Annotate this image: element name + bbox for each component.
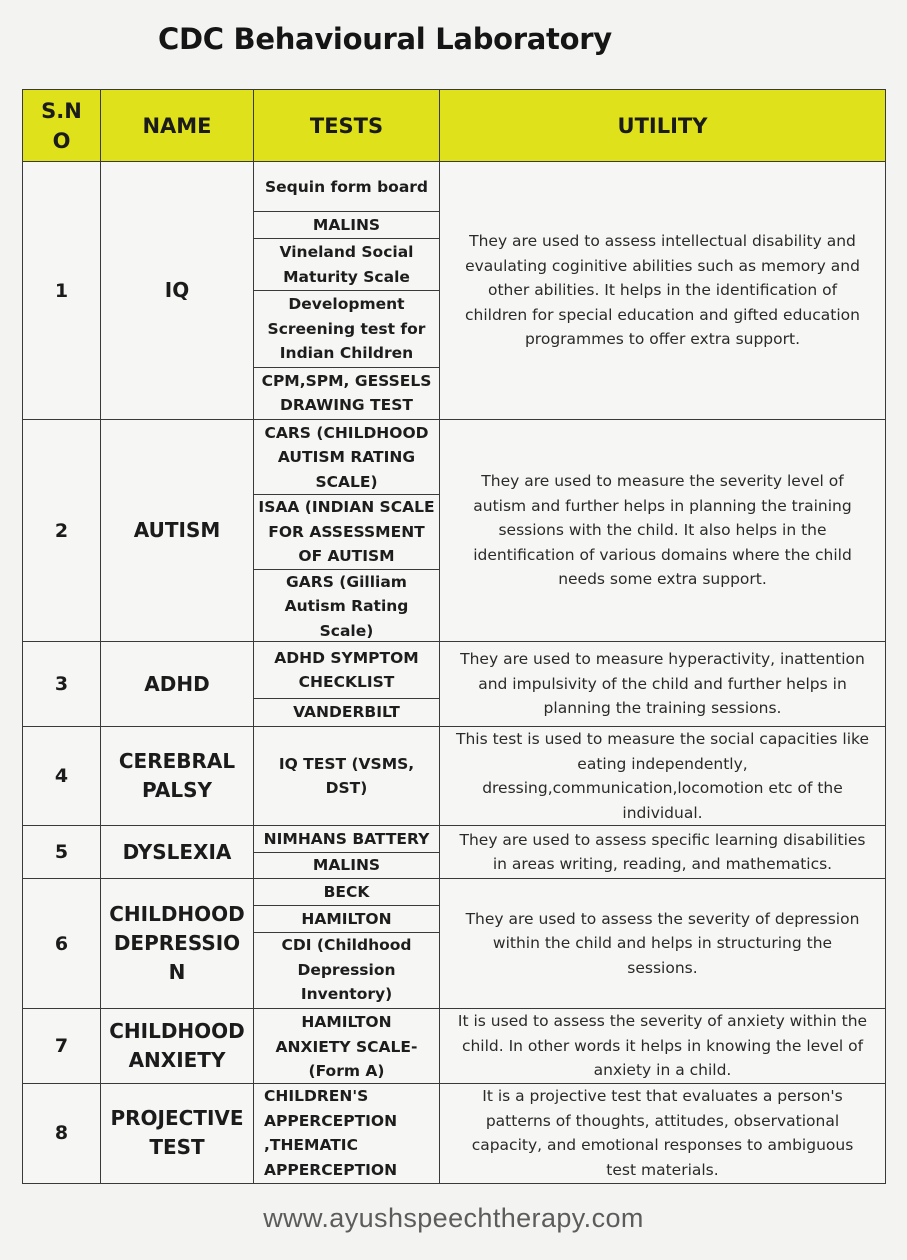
test-item-line: ISAA (INDIAN SCALE [258,498,435,516]
row-utility-line: They are used to assess the severity of depression [465,909,860,928]
row-serial-number: 1 [23,162,101,420]
test-item-line: MALINS [312,855,381,874]
test-item-line: ,THEMATIC [264,1136,358,1154]
header-name: NAME [101,90,254,162]
test-item [254,728,439,824]
table-row [23,642,886,727]
test-item-line: SCALE) [315,472,378,491]
row-utility [440,879,886,1009]
test-item-line: Depression [297,960,396,979]
test-item-line: Maturity Scale [283,267,410,286]
row-serial-number: 8 [23,1083,101,1183]
row-utility-line: in areas writing, reading, and mathematics. [492,855,833,873]
row-utility-line: sessions. [627,958,698,977]
row-name [101,642,254,727]
row-name [101,826,254,879]
test-item [254,932,439,1008]
row-utility-line: autism and further helps in planning the training [473,496,852,515]
test-item-line: ADHD SYMPTOM [274,648,419,667]
test-item-line: CARS (CHILDHOOD [264,423,429,442]
row-utility-line: They are used to measure hyperactivity, inattention [460,650,865,669]
test-item [254,238,439,290]
row-serial-number: 3 [23,642,101,727]
row-name [101,420,254,642]
test-item-line: NIMHANS BATTERY [263,829,430,848]
row-name-line: CHILDHOOD [109,1018,245,1043]
table-row [23,826,886,879]
row-utility-line: identification of various domains where the child [473,545,852,564]
test-item [254,290,439,367]
test-item-line: OF AUTISM [298,547,395,565]
test-item-line: MALINS [312,215,381,234]
row-name-line: N [168,960,186,984]
test-item-line: Autism Rating [284,597,409,615]
row-utility-line: individual. [622,803,703,822]
test-item-line: CDI (Childhood [281,936,412,955]
table-header-row [23,90,886,162]
row-utility-line: anxiety in a child. [593,1061,732,1079]
row-name-line: CHILDHOOD [109,902,245,926]
test-item [254,698,439,725]
test-item-line: Development [288,295,405,314]
test-item-line: APPERCEPTION [264,1111,398,1130]
row-utility-line: They are used to measure the severity level of [481,472,844,491]
test-item [254,827,439,852]
test-item [254,1010,439,1084]
row-utility [440,826,886,879]
test-item [254,1084,439,1182]
row-serial-number: 6 [23,879,101,1009]
row-utility-line: within the child and helps in structuring the [492,934,833,953]
row-tests [254,727,440,826]
row-utility [440,642,886,727]
table-row [23,879,886,1009]
row-utility-line: children for special education and gifted education [465,305,860,324]
test-item [254,163,439,212]
row-utility-line: evaulating coginitive abilities such as memory and [465,256,860,275]
row-name-line: DEPRESSIO [113,931,241,955]
test-item-line: Inventory) [300,985,393,1004]
row-utility [440,420,886,642]
row-name-line: ANXIETY [128,1047,226,1072]
table-row [23,162,886,420]
row-tests [254,420,440,642]
row-utility-line: child. In other words it helps in knowing the level of [461,1036,864,1055]
test-item-line: Scale) [319,621,374,640]
row-name [101,162,254,420]
test-item-line: CHECKLIST [298,673,395,692]
test-item-line: CHILDREN'S [264,1087,369,1105]
test-item-line: Vineland Social [279,243,414,262]
header-sno-line: O [52,128,71,153]
header-utility: UTILITY [440,90,886,162]
row-name-line: CEREBRAL [118,749,236,773]
table-row [23,1009,886,1084]
row-name-line: PROJECTIVE [110,1106,244,1130]
row-utility [440,727,886,826]
row-name [101,727,254,826]
test-item-line: Screening test for [267,319,426,338]
test-item-line: Indian Children [279,344,414,363]
table-row [23,1083,886,1183]
test-item-line: VANDERBILT [293,703,400,722]
row-utility-line: capacity, and emotional responses to ambiguous [471,1136,854,1154]
row-name-line: AUTISM [133,518,221,542]
row-tests [254,1009,440,1084]
test-item-line: APPERCEPTION [264,1160,398,1179]
test-item-line: BECK [323,882,370,901]
website-footer: www.ayushspeechtherapy.com [263,1203,644,1233]
row-utility-line: This test is used to measure the social capacities like [456,730,869,748]
test-item-line: IQ TEST (VSMS, [278,754,415,773]
row-tests [254,879,440,1009]
test-item-line: Sequin form board [264,177,429,196]
test-item [254,569,439,644]
test-item [254,211,439,238]
test-item-line: DST) [325,779,368,797]
table-row [23,727,886,826]
row-utility-line: eating independently, [577,754,748,773]
table-row [23,420,886,642]
test-item [254,367,439,419]
row-utility-line: other abilities. It helps in the identification of [487,281,838,300]
test-item [254,421,439,495]
test-item-line: HAMILTON [301,909,392,928]
row-tests [254,642,440,727]
test-item [254,494,439,569]
row-utility-line: It is a projective test that evaluates a person's [482,1087,843,1105]
row-name [101,1083,254,1183]
test-item [254,852,439,878]
test-item-line: (Form A) [308,1062,385,1081]
test-item-line: AUTISM RATING [277,448,416,466]
row-utility [440,162,886,420]
row-utility-line: programmes to offer extra support. [524,330,801,349]
test-item-line: ANXIETY SCALE- [275,1037,418,1056]
test-item-line: HAMILTON [301,1013,392,1032]
test-item-line: DRAWING TEST [280,396,413,415]
row-utility-line: dressing,communication,locomotion etc of the [482,779,843,797]
row-tests [254,1083,440,1183]
behavioural-lab-table [22,89,886,1184]
row-name-line: PALSY [142,778,212,802]
test-item [254,880,439,905]
row-utility-line: They are used to assess intellectual disability and [469,232,856,251]
page-title: CDC Behavioural Laboratory [158,22,612,56]
test-item-line: CPM,SPM, GESSELS [261,371,432,390]
row-name-line: ADHD [144,671,210,696]
row-tests [254,162,440,420]
row-utility-line: It is used to assess the severity of anxiety within the [457,1012,868,1030]
row-name-line: DYSLEXIA [122,839,232,864]
row-serial-number: 7 [23,1009,101,1084]
row-utility [440,1009,886,1084]
test-item [254,643,439,699]
row-utility-line: planning the training sessions. [543,699,782,718]
row-serial-number: 2 [23,420,101,642]
row-utility-line: patterns of thoughts, attitudes, observational [485,1111,840,1130]
test-item-line: GARS (Gilliam [286,572,407,591]
header-sno [23,90,101,162]
header-sno-line: S.N [41,98,82,123]
row-serial-number: 5 [23,826,101,879]
row-utility-line: needs some extra support. [558,570,767,589]
test-item-line: FOR ASSESSMENT [268,522,425,541]
row-utility [440,1083,886,1183]
row-name-line: IQ [164,278,190,302]
test-item [254,905,439,932]
row-name [101,879,254,1009]
header-tests: TESTS [254,90,440,162]
row-utility-line: and impulsivity of the child and further helps in [478,674,847,693]
row-serial-number: 4 [23,727,101,826]
row-name-line: TEST [149,1135,205,1159]
row-tests [254,826,440,879]
row-name [101,1009,254,1084]
row-utility-line: sessions with the child. It also helps in the [498,521,827,540]
row-utility-line: test materials. [606,1160,719,1179]
row-utility-line: They are used to assess specific learning disabilities [459,830,866,849]
